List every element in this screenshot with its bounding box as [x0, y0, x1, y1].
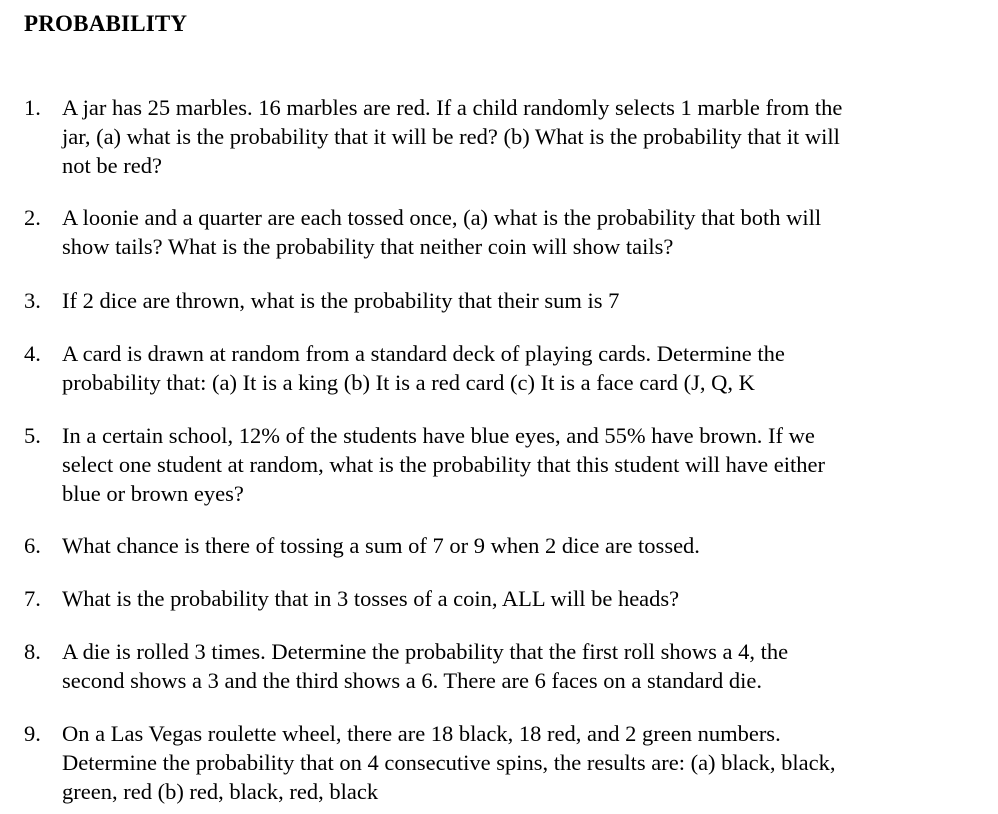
question-text: If 2 dice are thrown, what is the probability that their sum is 7	[62, 288, 620, 313]
question-text: A die is rolled 3 times. Determine the probability that the first roll shows a 4, the second shows a 3 and the third shows a 6. There are 6 faces on a standard die.	[62, 639, 789, 693]
question-6	[24, 531, 964, 560]
question-text: In a certain school, 12% of the students have blue eyes, and 55% have brown. If we select one student at random, what is the probability that this student will have either blue or brown eyes?	[62, 423, 825, 506]
question-text: A jar has 25 marbles. 16 marbles are red. If a child randomly selects 1 marble from the jar, (a) what is the probability that it will be red? (b) What is the probability that it will not be red?	[62, 95, 843, 178]
question-1	[24, 93, 964, 180]
question-number: 7.	[24, 586, 41, 611]
question-number: 8.	[24, 639, 41, 664]
question-text: A loonie and a quarter are each tossed once, (a) what is the probability that both will show tails? What is the probability that neither coin will show tails?	[62, 205, 822, 259]
question-4	[24, 339, 964, 397]
question-text: On a Las Vegas roulette wheel, there are 18 black, 18 red, and 2 green numbers. Determine the probability that on 4 consecutive spins, the results are: (a) black, black, green, red (b) red, black, red, black	[62, 721, 836, 804]
question-number: 5.	[24, 423, 41, 448]
question-9	[24, 719, 964, 806]
question-3	[24, 286, 964, 315]
question-number: 1.	[24, 95, 41, 120]
question-text: What chance is there of tossing a sum of 7 or 9 when 2 dice are tossed.	[62, 533, 700, 558]
question-number: 2.	[24, 205, 41, 230]
question-number: 6.	[24, 533, 41, 558]
question-number: 3.	[24, 288, 41, 313]
question-8	[24, 637, 964, 695]
question-text: A card is drawn at random from a standard deck of playing cards. Determine the probability that: (a) It is a king (b) It is a red card (c) It is a face card (J, Q, K	[62, 341, 785, 395]
question-number: 4.	[24, 341, 41, 366]
page-title: PROBABILITY	[24, 11, 188, 36]
question-number: 9.	[24, 721, 41, 746]
question-2	[24, 203, 964, 261]
question-text: What is the probability that in 3 tosses of a coin, ALL will be heads?	[62, 586, 680, 611]
question-7	[24, 584, 964, 613]
question-5	[24, 421, 964, 508]
